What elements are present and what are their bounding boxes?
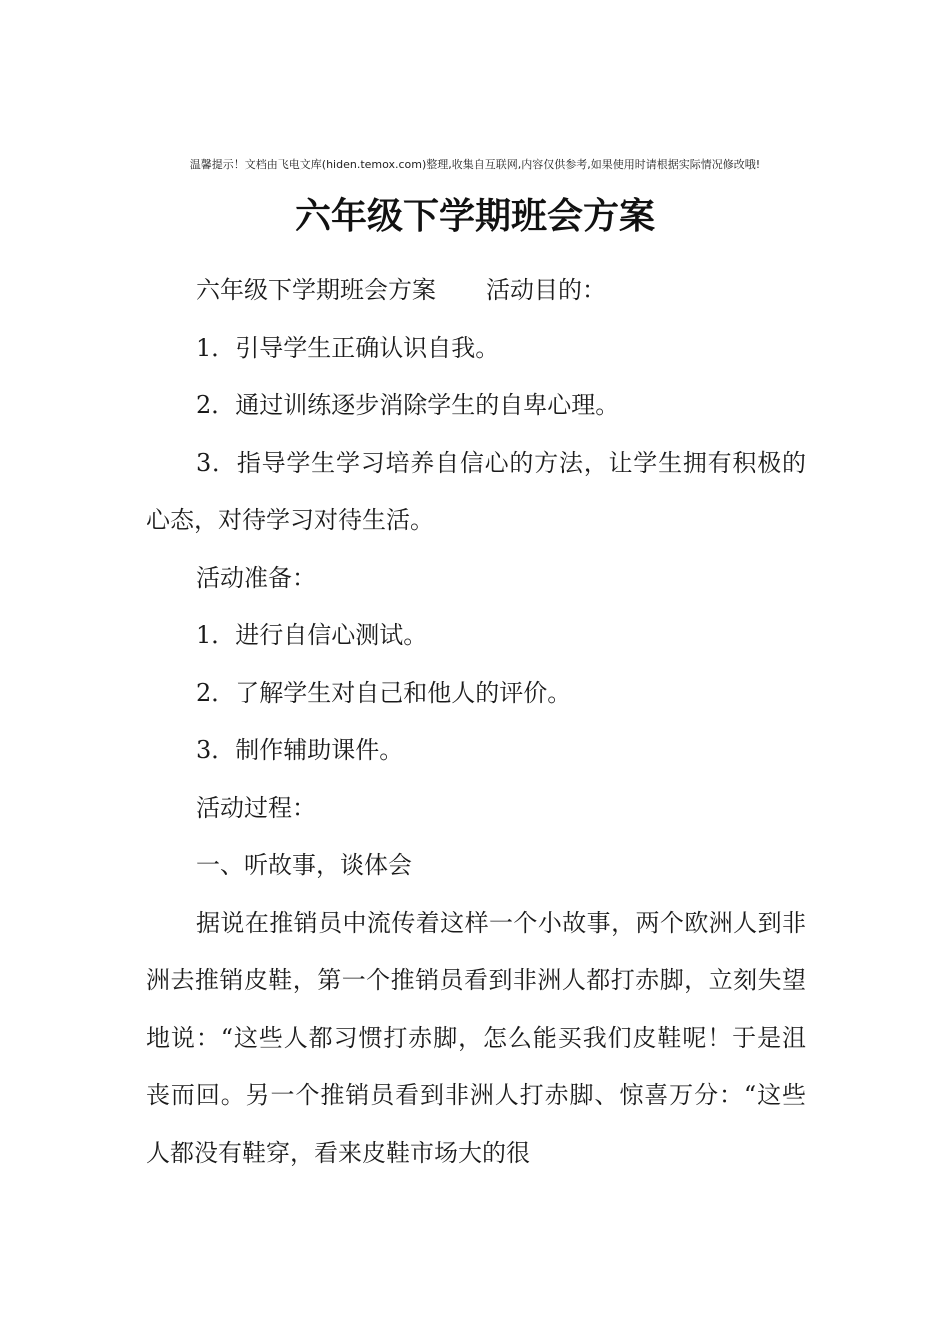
process-heading: 活动过程： (196, 793, 316, 822)
goal-item-2: 2．通过训练逐步消除学生的自卑心理。 (196, 391, 620, 419)
document-title: 六年级下学期班会方案 (294, 195, 655, 237)
story-paragraph: 据说在推销员中流传着这样一个小故事，两个欧洲人到非洲去推销皮鞋，第一个推销员看到非洲人都打赤脚，立刻失望地说：“这些人都习惯打赤脚，怎么能买我们皮鞋呢！于是沮丧而回。另一个推销员看到非洲人打赤脚、惊喜万分：“这些人都没有鞋穿，看来皮鞋市场大的很 (146, 908, 806, 1167)
prep-item-3: 3．制作辅助课件。 (196, 736, 404, 764)
prep-item-2: 2．了解学生对自己和他人的评价。 (196, 678, 572, 707)
document-body (146, 262, 806, 1182)
goal-item-1: 1．引导学生正确认识自我。 (196, 333, 500, 362)
goal-item-3: 3．指导学生学习培养自信心的方法，让学生拥有积极的心态，对待学习对待生活。 (146, 448, 806, 534)
prep-heading: 活动准备： (196, 563, 316, 592)
intro-title: 六年级下学期班会方案 (196, 276, 436, 304)
prep-item-1: 1．进行自信心测试。 (196, 621, 428, 649)
intro-paragraph (146, 262, 806, 320)
section-heading-one: 一、听故事，谈体会 (196, 851, 412, 879)
download-notice: 温馨提示！文档由飞电文库(hiden.temox.com)整理,收集自互联网,内容仅供参考,如果使用时请根据实际情况修改哦! (189, 158, 761, 171)
intro-goal-label: 活动目的： (486, 276, 606, 304)
